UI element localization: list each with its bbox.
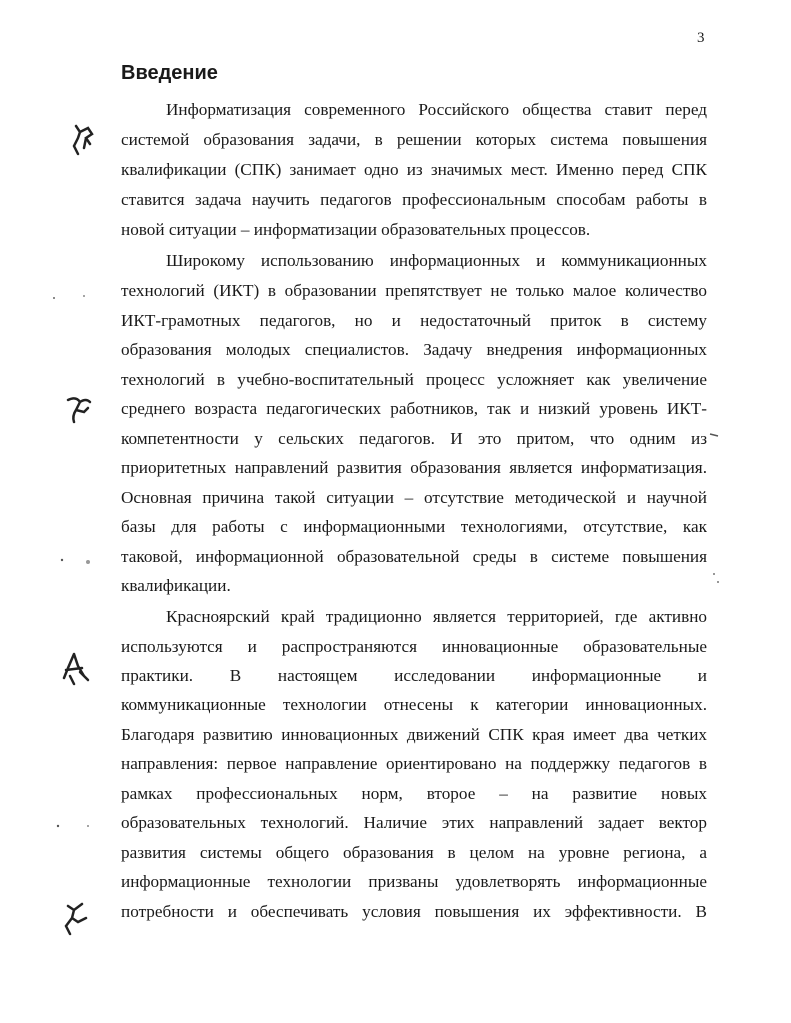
scan-speck [52, 818, 92, 834]
scan-speck [706, 430, 722, 446]
text-line: практики. В настоящем исследовании информационные и [121, 666, 707, 685]
scan-artifact-mark [60, 650, 96, 690]
text-line: Благодаря развитию инновационных движений СПК края имеет два четких [121, 725, 707, 744]
text-line: квалификации. [121, 576, 231, 595]
text-line: таковой, информационной образовательной среды в системе повышения [121, 547, 707, 566]
text-line: новой ситуации – информатизации образовательных процессов. [121, 220, 591, 239]
text-line: используются и распространяются инновационные образовательные [121, 637, 707, 656]
scan-speck [58, 552, 98, 572]
text-line: коммуникационные технологии отнесены к категории инновационных. [121, 695, 707, 714]
scan-speck [50, 290, 90, 306]
scan-artifact-mark [66, 120, 102, 160]
text-line: развития системы общего образования в целом на уровне региона, а [121, 843, 707, 862]
text-line: потребности и обеспечивать условия повышения их эффективности. В [121, 902, 707, 921]
text-line: направления: первое направление ориентировано на поддержку педагогов в [121, 754, 707, 773]
scan-artifact-mark [60, 898, 96, 938]
text-line: Широкому использованию информационных и коммуникационных [166, 251, 707, 270]
page-number: 3 [697, 30, 705, 46]
text-line: квалификации (СПК) занимает одно из значимых мест. Именно перед СПК [121, 160, 707, 179]
text-line: системой образования задачи, в решении которых система повышения [121, 130, 707, 149]
text-line: информационные технологии призваны удовлетворять информационные [121, 872, 707, 891]
text-line: ставится задача научить педагогов профессиональным способам работы в [121, 190, 707, 209]
text-line: базы для работы с информационными технологиями, отсутствие, как [121, 517, 707, 536]
text-line: образования молодых специалистов. Задачу внедрения информационных [121, 340, 707, 359]
text-line: среднего возраста педагогических работников, так и низкий уровень ИКТ- [121, 399, 707, 418]
scan-speck [708, 568, 724, 588]
text-line: образовательных технологий. Наличие этих направлений задает вектор [121, 813, 707, 832]
text-line: Основная причина такой ситуации – отсутствие методической и научной [121, 488, 707, 507]
text-line: ИКТ-грамотных педагогов, но и недостаточный приток в систему [121, 311, 707, 330]
text-line: рамках профессиональных норм, второе – на развитие новых [121, 784, 707, 803]
text-line: технологий в учебно-воспитательный процесс усложняет как увеличение [121, 370, 707, 389]
text-line: приоритетных направлений развития образования является информатизация. [121, 458, 707, 477]
text-line: технологий (ИКТ) в образовании препятствует не только малое количество [121, 281, 707, 300]
scan-artifact-mark [62, 392, 98, 432]
text-line: компетентности у сельских педагогов. И это притом, что одним из [121, 429, 707, 448]
text-line: Информатизация современного Российского общества ставит перед [166, 100, 707, 119]
text-line: Красноярский край традиционно является территорией, где активно [166, 607, 707, 626]
page-title: Введение [121, 62, 218, 84]
